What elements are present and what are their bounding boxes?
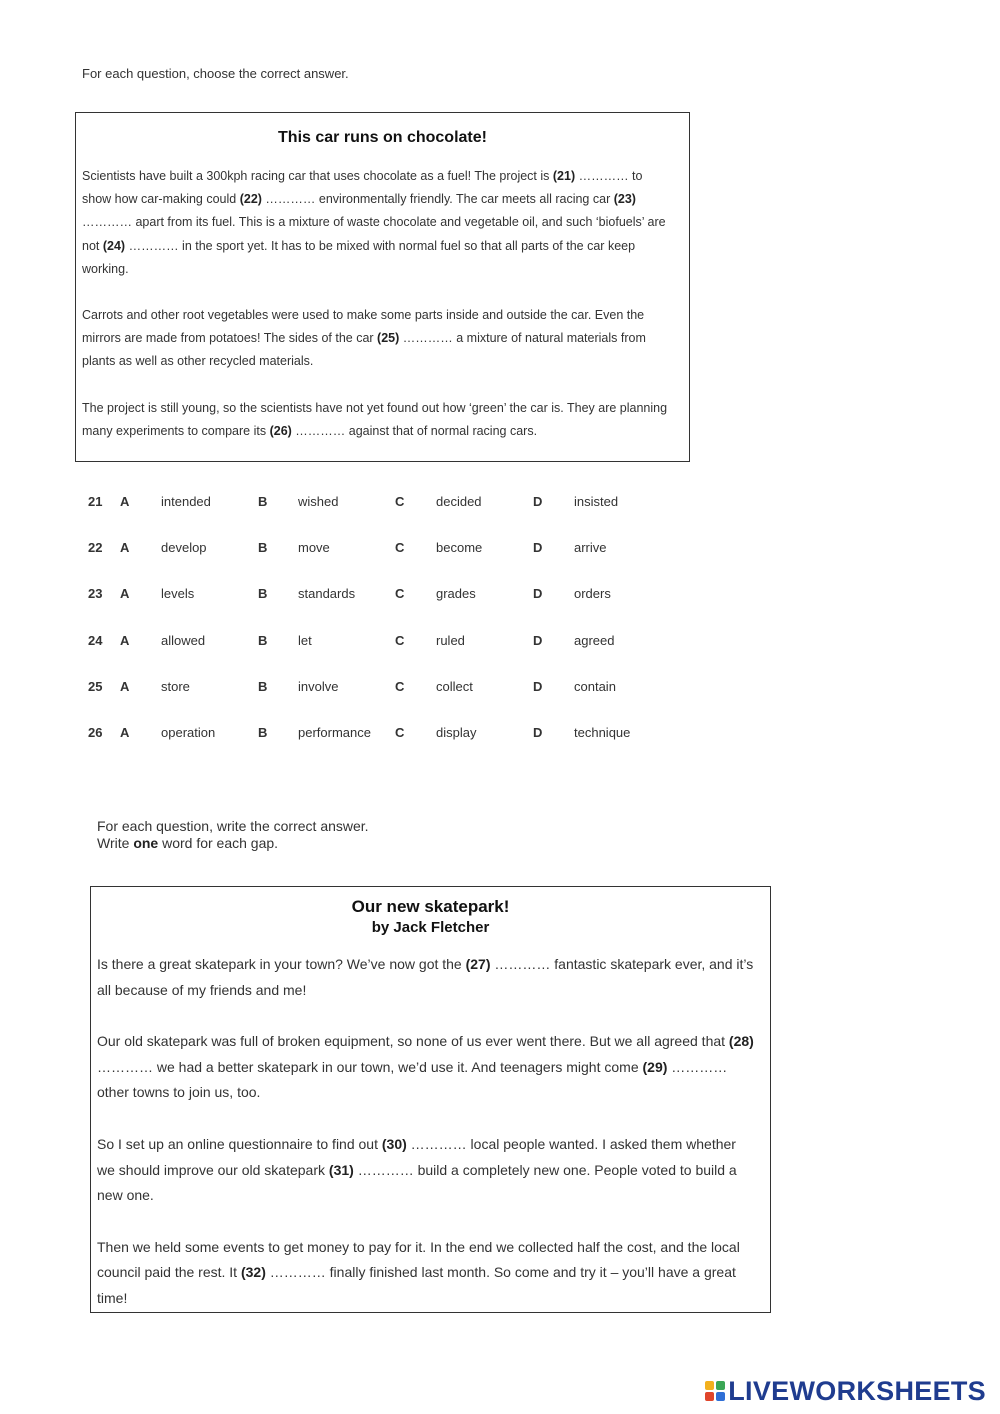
option-letter: A bbox=[120, 678, 130, 694]
gap-number: (31) bbox=[328, 1161, 354, 1178]
gap-number: (21) bbox=[552, 169, 576, 183]
option-text: intended bbox=[161, 494, 211, 509]
logo-square bbox=[705, 1392, 714, 1401]
gap-number: (29) bbox=[642, 1058, 668, 1075]
passage-title: Our new skatepark! bbox=[351, 897, 510, 916]
option-letter: C bbox=[395, 494, 405, 509]
option-letter: D bbox=[533, 494, 543, 509]
option-text: technique bbox=[574, 724, 631, 740]
gap-number: (23) bbox=[613, 192, 636, 207]
question-number: 23 bbox=[88, 586, 103, 602]
option-text: display bbox=[436, 724, 477, 740]
option-letter: C bbox=[395, 586, 405, 602]
text-run: Scientists have built a 300kph racing car that uses chocolate as a fuel! The project is bbox=[82, 169, 553, 183]
option-letter: D bbox=[533, 586, 543, 602]
question-number: 21 bbox=[88, 494, 103, 509]
instruction-choose: For each question, choose the correct answer. bbox=[82, 66, 349, 81]
option-letter: A bbox=[120, 494, 130, 509]
text-run: ………… finally finished last month. So come and try it – you’ll have a great time! bbox=[97, 1264, 736, 1306]
option-text: decided bbox=[436, 494, 482, 509]
text-run: ………… build a completely new one. People voted to build a new one. bbox=[97, 1161, 737, 1204]
gap-number: (22) bbox=[239, 192, 262, 207]
passage-body bbox=[97, 952, 757, 1338]
text-run: ………… other towns to join us, too. bbox=[97, 1058, 728, 1101]
option-letter: B bbox=[258, 586, 268, 602]
option-text: become bbox=[436, 540, 483, 556]
option-text: collect bbox=[436, 678, 473, 694]
option-letter: A bbox=[120, 540, 130, 556]
option-text: ruled bbox=[436, 632, 465, 648]
text-run: Is there a great skatepark in your town? We’ve now got the bbox=[97, 956, 466, 972]
text-run: ………… environmentally friendly. The car meets all racing car bbox=[261, 192, 614, 207]
paragraph bbox=[97, 952, 757, 1003]
option-text: grades bbox=[436, 586, 476, 602]
text-run: ………… we had a better skatepark in our town, we’d use it. And teenagers might come bbox=[97, 1058, 643, 1075]
text-run: Carrots and other root vegetables were used to make some parts inside and outside the car. Even the mirrors are made from potatoes! The sides of the car bbox=[82, 308, 645, 346]
logo-square bbox=[716, 1381, 725, 1390]
passage-body bbox=[82, 165, 672, 466]
text-run: ………… fantastic skatepark ever, and it’s all because of my friends and me! bbox=[97, 956, 754, 998]
option-letter: C bbox=[395, 632, 405, 648]
paragraph bbox=[82, 397, 672, 443]
text-run: Then we held some events to get money to pay for it. In the end we collected half the cost, and the local council paid the rest. It bbox=[97, 1238, 740, 1281]
option-text: involve bbox=[298, 678, 339, 694]
paragraph bbox=[97, 1132, 757, 1209]
paragraph bbox=[82, 304, 672, 374]
option-letter: B bbox=[258, 494, 268, 509]
question-number: 26 bbox=[88, 724, 103, 740]
option-letter: C bbox=[395, 724, 405, 740]
option-letter: A bbox=[120, 586, 130, 602]
option-letter: B bbox=[258, 678, 268, 694]
logo-mark-icon bbox=[705, 1381, 725, 1401]
logo-square bbox=[716, 1392, 725, 1401]
question-number: 24 bbox=[88, 632, 103, 648]
question-number: 25 bbox=[88, 678, 103, 694]
option-text: insisted bbox=[574, 494, 619, 509]
gap-number: one bbox=[133, 835, 159, 851]
option-letter: A bbox=[120, 632, 130, 648]
instruction-line-2 bbox=[97, 835, 369, 852]
gap-number: (28) bbox=[728, 1033, 754, 1050]
gap-number: (24) bbox=[102, 238, 126, 253]
text-run: Our old skatepark was full of broken equipment, so none of us ever went there. But we all agreed that bbox=[97, 1033, 729, 1050]
option-letter: B bbox=[258, 632, 268, 648]
gap-number: (30) bbox=[381, 1135, 407, 1152]
option-letter: A bbox=[120, 724, 130, 740]
instruction-write bbox=[97, 818, 369, 852]
text-run: Write bbox=[97, 835, 134, 851]
text-run: ………… to show how car-making could bbox=[82, 169, 643, 207]
option-text: performance bbox=[298, 724, 371, 740]
gap-number: (32) bbox=[240, 1264, 266, 1281]
option-letter: D bbox=[533, 678, 543, 694]
text-run: So I set up an online questionnaire to find out bbox=[97, 1135, 382, 1152]
option-text: levels bbox=[161, 586, 195, 602]
option-letter: C bbox=[395, 540, 405, 556]
paragraph bbox=[82, 165, 672, 281]
text-run: ………… apart from its fuel. This is a mixture of waste chocolate and vegetable oil, and such ‘biofuels’ are not bbox=[82, 215, 666, 253]
option-text: let bbox=[298, 632, 312, 648]
text-run: ………… local people wanted. I asked them whether we should improve our old skatepark bbox=[97, 1135, 736, 1178]
reading-passage-skatepark bbox=[90, 886, 771, 1313]
text-run: ………… a mixture of natural materials from plants as well as other recycled materials. bbox=[82, 331, 646, 369]
question-number: 22 bbox=[88, 540, 103, 556]
passage-title: This car runs on chocolate! bbox=[278, 129, 487, 146]
option-text: allowed bbox=[161, 632, 206, 648]
option-text: operation bbox=[161, 724, 216, 740]
paragraph bbox=[97, 1235, 757, 1312]
option-text: store bbox=[161, 678, 190, 694]
option-text: agreed bbox=[574, 632, 615, 648]
gap-number: (25) bbox=[377, 331, 400, 346]
option-text: develop bbox=[161, 540, 207, 556]
text-run: ………… in the sport yet. It has to be mixed with normal fuel so that all parts of the car keep working. bbox=[82, 238, 636, 276]
option-letter: B bbox=[258, 724, 268, 740]
passage-byline: by Jack Fletcher bbox=[371, 919, 490, 936]
gap-number: (27) bbox=[465, 956, 491, 972]
logo-square bbox=[705, 1381, 714, 1390]
option-letter: D bbox=[533, 632, 543, 648]
option-letter: C bbox=[395, 678, 405, 694]
text-run: ………… against that of normal racing cars. bbox=[291, 423, 538, 438]
paragraph bbox=[97, 1029, 757, 1106]
option-text: arrive bbox=[574, 540, 607, 556]
option-letter: B bbox=[258, 540, 268, 556]
option-text: contain bbox=[574, 678, 616, 694]
logo-text: LIVEWORKSHEETS bbox=[728, 1375, 986, 1406]
option-letter: D bbox=[533, 724, 543, 740]
option-text: standards bbox=[298, 586, 356, 602]
liveworksheets-logo[interactable] bbox=[705, 1374, 986, 1408]
text-run: The project is still young, so the scientists have not yet found out how ‘green’ the car is. They are planning many experiments to compare its bbox=[82, 400, 668, 438]
option-text: move bbox=[298, 540, 330, 556]
instruction-line-1: For each question, write the correct answer. bbox=[97, 818, 369, 834]
text-run: word for each gap. bbox=[158, 835, 279, 851]
reading-passage-car bbox=[75, 112, 690, 462]
option-letter: D bbox=[533, 540, 543, 556]
gap-number: (26) bbox=[269, 423, 292, 438]
option-text: orders bbox=[574, 586, 611, 602]
option-text: wished bbox=[298, 494, 339, 509]
